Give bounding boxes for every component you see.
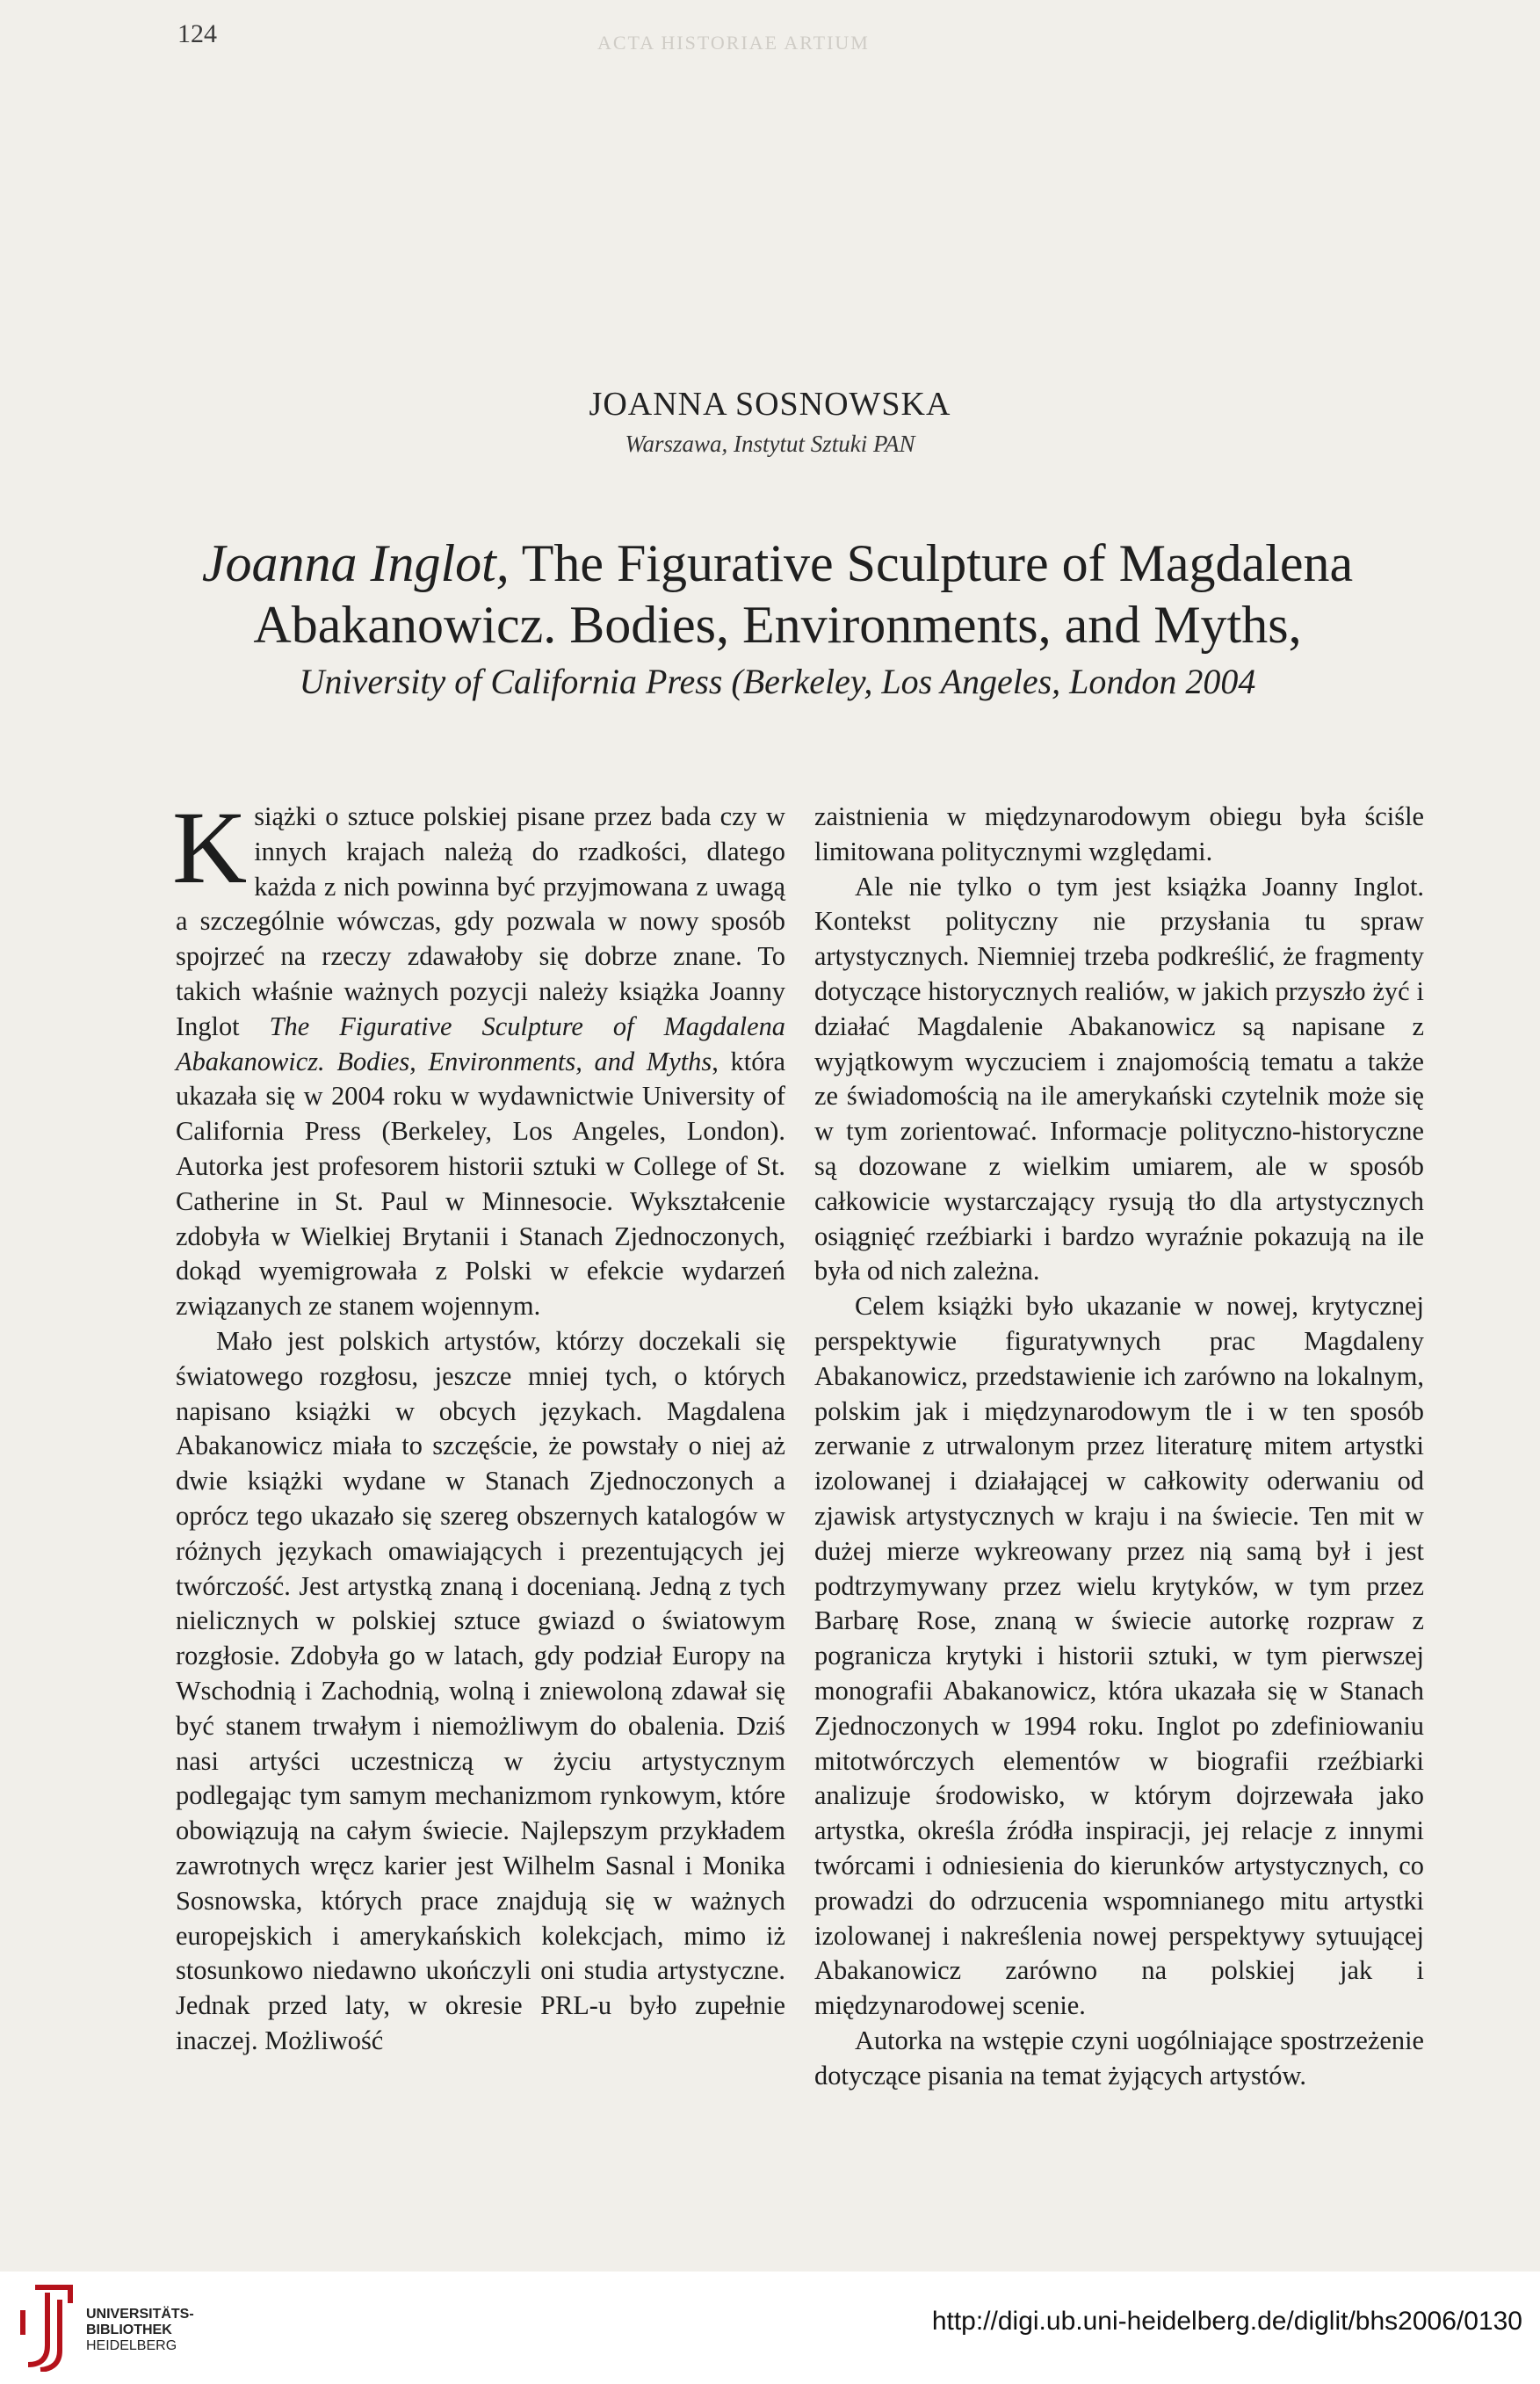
text-run: siążki o sztuce polskiej pisane przez bada czy w innych krajach należą do rzadkości, dlatego każda z nich powinna być przyjmowana z uwagą a szczególnie wówczas, gdy pozwala w nowy sposób spojrzeć na rzeczy zdawałoby się dobrze znane. To takich właśnie ważnych pozycji należy książka Joanny Inglot xyxy=(176,801,785,1041)
paragraph: Autorka na wstępie czyni uogólniające spostrzeżenie dotyczące pisania na temat żyjących artystów. xyxy=(814,2025,1424,2091)
library-name-line: HEIDELBERG xyxy=(86,2338,177,2353)
paragraph: Celem książki było ukazanie w nowej, krytycznej perspektywie figuratywnych prac Magdaleny Abakanowicz, przedstawienie ich zarówno na lokalnym, polskim jak i międzynarodowym tle i w ten sposób zerwanie z utrwalonym przez literaturę mitem artystki izolowanej i działającej w całkowity oderwaniu od zjawisk artystycznych w kraju i na świecie. Ten mit w dużej mierze wykreowany przez nią samą był i jest podtrzymywany przez wielu krytyków, w tym przez Barbarę Rose, znaną w świecie autorkę rozpraw z pogranicza krytyki i historii sztuki, w tym pierwszej monografii Abakanowicz, która ukazała się w Stanach Zjednoczonych w 1994 roku. Inglot po zdefiniowaniu mitotwórczych elementów w biografii rzeźbiarki analizuje środowisko, w którym dojrzewała jako artystka, określa źródła inspiracji, jej relacje z innymi twórcami i odniesienia do kierunków artystycznych, co prowadzi do odrzucenia wspomnianego mitu artystki izolowanej i nakreślenia nowej perspektywy sytuującej Abakanowicz zarówno na polskiej jak i międzynarodowej scenie. xyxy=(814,1291,1424,2021)
text-column-left xyxy=(172,790,785,2059)
book-publisher: University of California Press (Berkeley, Los Angeles, London 2004 xyxy=(299,662,1256,701)
drop-cap: K xyxy=(172,790,248,905)
library-logo-icon xyxy=(12,2284,81,2376)
review-author: JOANNA SOSNOWSKA xyxy=(589,386,951,423)
text-column-right xyxy=(814,800,1424,2093)
paragraph xyxy=(172,790,785,1324)
library-name-line: UNIVERSITÄTS- xyxy=(86,2307,194,2322)
digitization-footer xyxy=(0,2272,1540,2384)
source-url-link[interactable]: http://digi.ub.uni-heidelberg.de/diglit/bhs2006/0130 xyxy=(931,2307,1522,2336)
page-number: 124 xyxy=(177,19,217,48)
reviewed-book-title xyxy=(167,533,1388,656)
library-name-line: BIBLIOTHEK xyxy=(86,2322,172,2337)
review-affiliation: Warszawa, Instytut Sztuki PAN xyxy=(625,431,915,457)
book-author: Joanna Inglot, xyxy=(201,534,510,592)
paragraph: Ale nie tylko o tym jest książka Joanny Inglot. Kontekst polityczny nie przysłania tu spraw artystycznych. Niemniej trzeba podkreślić, że fragmenty dotyczące historycznych realiów, w jakich przyszło żyć i działać Magdalenie Abakanowicz są napisane z wyjątkowym wyczuciem i znajomością tematu a także ze świadomością na ile amerykański czytelnik może się w tym zorientować. Informacje polityczno-historyczne są dozowane z wielkim umiarem, ale w sposób całkowicie wystarczający rysują tło dla artystycznych osiągnięć rzeźbiarki i bardzo wyraźnie pokazują na ile była od nich zależna. xyxy=(814,871,1424,1286)
bleed-through-running-header: ACTA HISTORIAE ARTIUM xyxy=(597,32,870,54)
book-title: The Figurative Sculpture of Magdalena Abakanowicz. Bodies, Environments, and Myths, xyxy=(253,534,1354,654)
text-run: , która ukazała się w 2004 roku w wydawnictwie University of California Press (Berkeley, Los Angeles, London). Autorka jest profesorem historii sztuki w College of St. Catherine in St. Paul w Minnesocie. Wykształcenie zdobyła w Wielkiej Brytanii i Stanach Zjednoczonych, dokąd wyemigrowała z Polski w efekcie wydarzeń związanych ze stanem wojennym. xyxy=(176,1046,785,1322)
paragraph: Mało jest polskich artystów, którzy doczekali się światowego rozgłosu, jeszcze mniej tych, o których napisano książki w obcych językach. Magdalena Abakanowicz miała to szczęście, że powstały o niej aż dwie książki wydane w Stanach Zjednoczonych a oprócz tego ukazało się szereg obszernych katalogów w różnych językach omawiających i prezentujących jej twórczość. Jest artystką znaną i docenianą. Jedną z tych nielicznych w polskiej sztuce gwiazd o światowym rozgłosie. Zdobyła go w latach, gdy podział Europy na Wschodnią i Zachodnią, wolną i zniewoloną zdawał się być stanem trwałym i niemożliwym do obalenia. Dziś nasi artyści uczestniczą w życiu artystycznym podlegając tym samym mechanizmom rynkowym, które obowiązują na całym świecie. Najlepszym przykładem zawrotnych wręcz karier jest Wilhelm Sasnal i Monika Sosnowska, których prace znajdują się w ważnych europejskich i amerykańskich kolekcjach, mimo iż stosunkowo niedawno ukończyli oni studia artystyczne. Jednak przed laty, w okresie PRL-u było zupełnie inaczej. Możliwość xyxy=(176,1325,785,2055)
paragraph-text xyxy=(176,801,785,1321)
library-name xyxy=(86,2307,194,2354)
paragraph: zaistnienia w międzynarodowym obiegu była ściśle limitowana politycznymi względami. xyxy=(814,801,1424,866)
italic-book-title: The Figurative Sculpture of Magdalena Abakanowicz. Bodies, Environments, and Myths xyxy=(176,1011,785,1076)
